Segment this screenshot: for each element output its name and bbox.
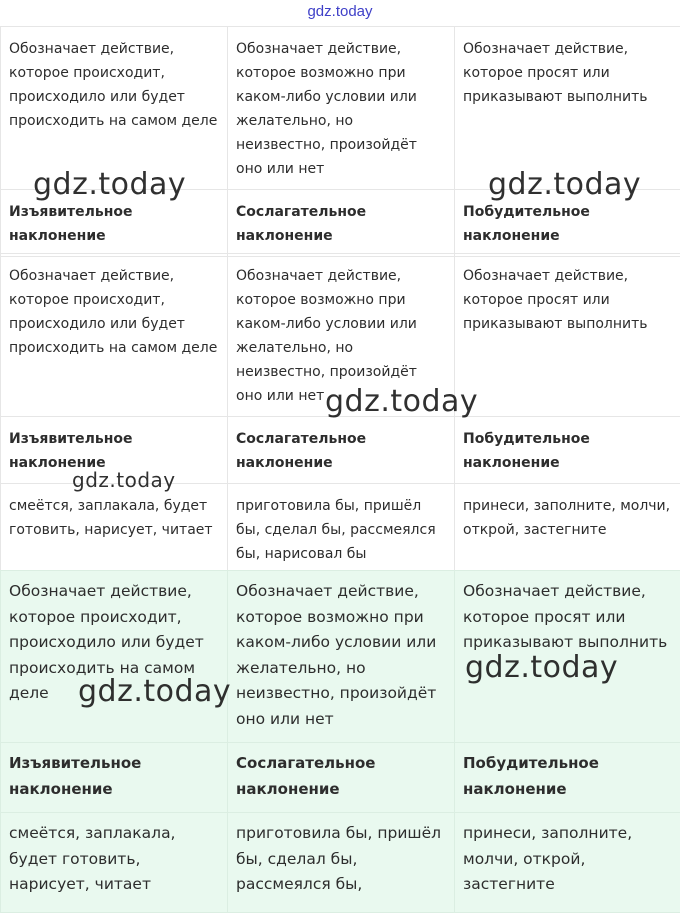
label-imperative: Побудительное наклонение	[455, 190, 680, 257]
label-indicative: Изъявительное наклонение	[1, 743, 228, 813]
watermark: gdz.today	[33, 167, 186, 202]
moods-table-3	[0, 570, 680, 913]
label-imperative: Побудительное наклонение	[455, 417, 680, 484]
label-subjunctive: Сослагательное наклонение	[228, 417, 455, 484]
examples-indicative: смеётся, заплакала, будет готовить, нарисует, читает	[1, 484, 228, 575]
label-subjunctive: Сослагательное наклонение	[228, 743, 455, 813]
table-row	[1, 813, 680, 913]
watermark: gdz.today	[465, 650, 618, 685]
examples-subjunctive: приготовила бы, пришёл бы, сделал бы, рассмеялся бы, нарисовал бы	[228, 484, 455, 575]
watermark: gdz.today	[488, 167, 641, 202]
table-row	[1, 484, 680, 575]
examples-imperative: принеси, заполните, молчи, открой, застегните	[455, 813, 680, 913]
label-imperative: Побудительное наклонение	[455, 743, 680, 813]
definition-indicative: Обозначает действие, которое происходит, происходило или будет происходить на самом деле	[1, 27, 228, 190]
definition-subjunctive: Обозначает действие, которое возможно при каком-либо условии или желательно, но неизвестно, произойдёт оно или нет	[228, 571, 455, 743]
definition-indicative: Обозначает действие, которое происходит, происходило или будет происходить на самом деле	[1, 571, 228, 743]
label-indicative: Изъявительное наклонение	[1, 190, 228, 257]
table-row	[1, 743, 680, 813]
definition-imperative: Обозначает действие, которое просят или приказывают выполнить	[455, 254, 680, 417]
definition-imperative: Обозначает действие, которое просят или приказывают выполнить	[455, 571, 680, 743]
examples-subjunctive: приготовила бы, пришёл бы, сделал бы, рассмеялся бы,	[228, 813, 455, 913]
examples-imperative: принеси, заполните, молчи, открой, застегните	[455, 484, 680, 575]
watermark: gdz.today	[72, 468, 176, 492]
watermark: gdz.today	[78, 674, 231, 709]
definition-indicative: Обозначает действие, которое происходит, происходило или будет происходить на самом деле	[1, 254, 228, 417]
definition-subjunctive: Обозначает действие, которое возможно при каком-либо условии или желательно, но неизвестно, произойдёт оно или нет	[228, 254, 455, 417]
definition-subjunctive: Обозначает действие, которое возможно при каком-либо условии или желательно, но неизвестно, произойдёт оно или нет	[228, 27, 455, 190]
label-subjunctive: Сослагательное наклонение	[228, 190, 455, 257]
site-header[interactable]: gdz.today	[0, 0, 680, 26]
examples-indicative: смеётся, заплакала, будет готовить, нарисует, читает	[1, 813, 228, 913]
moods-table-1	[0, 26, 680, 257]
table-row	[1, 27, 680, 190]
label-indicative: Изъявительное наклонение	[1, 417, 228, 484]
definition-imperative: Обозначает действие, которое просят или приказывают выполнить	[455, 27, 680, 190]
watermark: gdz.today	[325, 384, 478, 419]
